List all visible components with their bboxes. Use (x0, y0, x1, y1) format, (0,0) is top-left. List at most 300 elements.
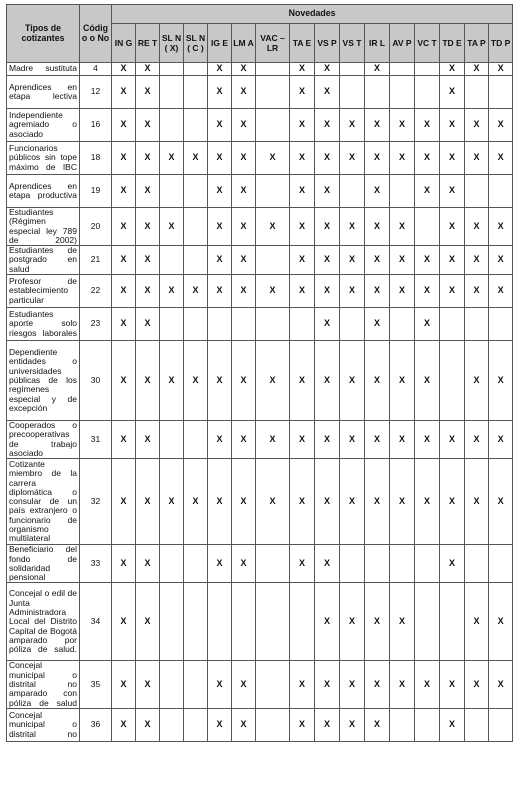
cotizante-row (7, 109, 513, 142)
cotizante-type-cell: Madre sustituta (7, 63, 80, 76)
novedad-mark-cell (489, 545, 513, 583)
novedad-mark-cell: X (112, 63, 136, 76)
novedad-mark-cell: X (315, 421, 340, 459)
novedad-mark-cell: X (290, 341, 315, 421)
novedad-mark-cell: X (365, 275, 390, 308)
novedad-mark-cell (256, 583, 290, 661)
novedad-mark-cell (489, 708, 513, 741)
novedad-mark-cell: X (415, 341, 440, 421)
novedad-mark-cell: X (160, 275, 184, 308)
novedad-mark-cell: X (465, 208, 489, 246)
cotizante-code-cell: 4 (80, 63, 112, 76)
novedad-mark-cell: X (315, 708, 340, 741)
novedad-mark-cell: X (415, 308, 440, 341)
novedad-mark-cell: X (208, 76, 232, 109)
novedad-mark-cell (256, 545, 290, 583)
novedad-mark-cell (415, 63, 440, 76)
novedad-mark-cell: X (440, 142, 465, 175)
novedad-mark-cell: X (315, 246, 340, 275)
novedad-mark-cell (290, 308, 315, 341)
novedad-mark-cell (390, 545, 415, 583)
novedad-mark-cell: X (160, 459, 184, 545)
cotizante-row (7, 341, 513, 421)
novedad-mark-cell (160, 661, 184, 708)
cotizante-type-cell: Funcionarios públicos sin tope máximo de IBC (7, 142, 80, 175)
novedad-mark-cell: X (136, 308, 160, 341)
cotizante-code-cell: 16 (80, 109, 112, 142)
novedad-mark-cell (232, 583, 256, 661)
novedad-column-header: VC T (415, 24, 440, 63)
novedad-mark-cell (256, 109, 290, 142)
novedad-mark-cell: X (208, 545, 232, 583)
novedad-mark-cell: X (489, 246, 513, 275)
novedad-mark-cell: X (440, 421, 465, 459)
novedad-mark-cell: X (365, 459, 390, 545)
novedades-header: Novedades (112, 5, 513, 24)
novedad-mark-cell: X (232, 421, 256, 459)
novedad-mark-cell (160, 308, 184, 341)
novedad-mark-cell: X (112, 208, 136, 246)
novedad-mark-cell (232, 308, 256, 341)
novedad-column-header: IR L (365, 24, 390, 63)
cotizante-row (7, 208, 513, 246)
novedad-mark-cell: X (136, 341, 160, 421)
novedad-mark-cell (160, 708, 184, 741)
novedad-mark-cell: X (290, 275, 315, 308)
novedad-mark-cell: X (256, 459, 290, 545)
novedad-mark-cell (160, 109, 184, 142)
novedad-column-header: AV P (390, 24, 415, 63)
novedad-mark-cell (390, 76, 415, 109)
novedad-mark-cell: X (112, 341, 136, 421)
novedad-mark-cell: X (232, 142, 256, 175)
novedad-mark-cell: X (256, 341, 290, 421)
novedad-mark-cell (208, 583, 232, 661)
novedad-mark-cell: X (340, 661, 365, 708)
novedad-mark-cell: X (208, 275, 232, 308)
cotizante-code-cell: 31 (80, 421, 112, 459)
novedad-mark-cell: X (112, 421, 136, 459)
novedad-mark-cell: X (290, 208, 315, 246)
novedad-mark-cell: X (489, 275, 513, 308)
novedad-mark-cell: X (315, 175, 340, 208)
novedad-mark-cell: X (208, 661, 232, 708)
novedad-mark-cell (415, 76, 440, 109)
novedad-mark-cell: X (290, 76, 315, 109)
novedad-mark-cell: X (232, 708, 256, 741)
novedad-mark-cell: X (112, 175, 136, 208)
novedad-mark-cell (160, 545, 184, 583)
novedad-mark-cell: X (489, 661, 513, 708)
novedad-mark-cell: X (112, 583, 136, 661)
novedad-column-header: VS P (315, 24, 340, 63)
novedad-mark-cell: X (315, 661, 340, 708)
novedad-mark-cell: X (440, 275, 465, 308)
novedad-mark-cell (160, 583, 184, 661)
novedad-mark-cell (440, 583, 465, 661)
novedad-mark-cell: X (365, 341, 390, 421)
novedad-mark-cell: X (315, 308, 340, 341)
novedad-mark-cell (340, 545, 365, 583)
novedad-mark-cell: X (390, 142, 415, 175)
novedad-mark-cell (184, 76, 208, 109)
novedad-mark-cell: X (465, 661, 489, 708)
novedad-mark-cell: X (440, 246, 465, 275)
novedad-column-header: SL N ( C ) (184, 24, 208, 63)
novedad-mark-cell: X (208, 208, 232, 246)
novedad-column-header: IN G (112, 24, 136, 63)
novedad-mark-cell: X (315, 275, 340, 308)
novedad-mark-cell: X (112, 308, 136, 341)
novedad-mark-cell (440, 308, 465, 341)
novedad-mark-cell (390, 708, 415, 741)
novedad-mark-cell (256, 708, 290, 741)
novedad-mark-cell: X (489, 459, 513, 545)
novedad-mark-cell: X (136, 545, 160, 583)
novedad-mark-cell (184, 175, 208, 208)
novedad-mark-cell: X (112, 275, 136, 308)
novedad-mark-cell: X (489, 109, 513, 142)
novedad-mark-cell: X (440, 109, 465, 142)
novedad-mark-cell: X (415, 275, 440, 308)
novedad-mark-cell: X (112, 459, 136, 545)
novedad-mark-cell: X (315, 142, 340, 175)
novedad-mark-cell: X (465, 109, 489, 142)
novedad-mark-cell: X (184, 459, 208, 545)
novedad-mark-cell (340, 175, 365, 208)
cotizante-code-cell: 18 (80, 142, 112, 175)
novedad-mark-cell (184, 246, 208, 275)
novedad-column-header: VAC –LR (256, 24, 290, 63)
novedad-mark-cell: X (315, 545, 340, 583)
novedad-mark-cell: X (136, 246, 160, 275)
cotizante-type-cell: Estudiantes de postgrado en salud (7, 246, 80, 275)
novedad-mark-cell: X (315, 76, 340, 109)
novedad-mark-cell (489, 308, 513, 341)
novedad-mark-cell: X (390, 341, 415, 421)
novedad-mark-cell: X (489, 142, 513, 175)
cotizante-type-cell: Estudiantes (Régimen especial ley 789 de 2002) (7, 208, 80, 246)
novedad-mark-cell: X (232, 275, 256, 308)
cotizante-row (7, 275, 513, 308)
cotizante-row (7, 76, 513, 109)
cotizante-row (7, 459, 513, 545)
novedad-mark-cell: X (160, 341, 184, 421)
novedad-mark-cell: X (415, 459, 440, 545)
novedad-mark-cell: X (415, 246, 440, 275)
novedad-column-header: RE T (136, 24, 160, 63)
novedad-mark-cell: X (290, 545, 315, 583)
novedad-mark-cell (365, 545, 390, 583)
novedad-mark-cell: X (340, 459, 365, 545)
novedad-mark-cell (256, 661, 290, 708)
novedad-mark-cell (256, 76, 290, 109)
cotizante-code-cell: 33 (80, 545, 112, 583)
novedad-column-header: VS T (340, 24, 365, 63)
cotizante-type-cell: Aprendices en etapa lectiva (7, 76, 80, 109)
novedad-mark-cell: X (340, 275, 365, 308)
novedad-mark-cell: X (390, 246, 415, 275)
novedad-mark-cell: X (315, 63, 340, 76)
novedad-mark-cell: X (290, 421, 315, 459)
novedad-mark-cell (465, 76, 489, 109)
novedad-mark-cell: X (184, 341, 208, 421)
novedad-mark-cell: X (256, 275, 290, 308)
novedad-mark-cell: X (315, 208, 340, 246)
novedad-mark-cell: X (136, 63, 160, 76)
novedad-mark-cell: X (440, 208, 465, 246)
novedad-mark-cell: X (232, 175, 256, 208)
novedad-mark-cell: X (232, 109, 256, 142)
novedad-mark-cell: X (232, 246, 256, 275)
novedad-mark-cell: X (415, 142, 440, 175)
novedad-mark-cell: X (440, 545, 465, 583)
novedad-mark-cell (256, 63, 290, 76)
novedad-mark-cell: X (390, 583, 415, 661)
novedad-mark-cell: X (208, 63, 232, 76)
novedad-mark-cell: X (365, 583, 390, 661)
cotizante-row (7, 142, 513, 175)
cotizante-type-cell: Aprendices en etapa productiva (7, 175, 80, 208)
cotizante-code-cell: 30 (80, 341, 112, 421)
novedad-mark-cell (160, 76, 184, 109)
novedad-mark-cell (184, 63, 208, 76)
novedad-mark-cell: X (160, 142, 184, 175)
novedad-mark-cell: X (365, 142, 390, 175)
novedad-mark-cell: X (256, 142, 290, 175)
novedad-mark-cell: X (340, 208, 365, 246)
novedad-mark-cell: X (365, 421, 390, 459)
novedad-mark-cell: X (465, 341, 489, 421)
novedad-column-header: TD E (440, 24, 465, 63)
novedad-mark-cell: X (365, 109, 390, 142)
novedad-mark-cell (415, 545, 440, 583)
novedad-mark-cell: X (208, 459, 232, 545)
cotizante-type-cell: Cotizante miembro de la carrera diplomática o consular de un país extranjero o funcionario de organismo multilateral (7, 459, 80, 545)
novedad-mark-cell: X (290, 459, 315, 545)
novedad-mark-cell: X (340, 421, 365, 459)
novedad-mark-cell: X (390, 109, 415, 142)
novedad-mark-cell (440, 341, 465, 421)
novedad-mark-cell (160, 63, 184, 76)
cotizante-code-cell: 19 (80, 175, 112, 208)
novedad-mark-cell: X (136, 661, 160, 708)
novedad-mark-cell: X (136, 459, 160, 545)
novedad-mark-cell: X (390, 661, 415, 708)
novedad-mark-cell: X (440, 175, 465, 208)
novedad-mark-cell: X (440, 661, 465, 708)
novedad-mark-cell (415, 583, 440, 661)
novedad-mark-cell (160, 421, 184, 459)
novedad-mark-cell (256, 308, 290, 341)
novedad-mark-cell (489, 175, 513, 208)
novedad-mark-cell: X (232, 341, 256, 421)
novedad-mark-cell: X (465, 459, 489, 545)
novedad-mark-cell: X (415, 661, 440, 708)
novedad-mark-cell: X (365, 246, 390, 275)
novedad-mark-cell: X (290, 63, 315, 76)
novedad-mark-cell: X (208, 708, 232, 741)
novedad-mark-cell: X (136, 175, 160, 208)
novedad-column-header: TA P (465, 24, 489, 63)
cotizantes-novedades-table (6, 4, 513, 742)
novedad-mark-cell: X (390, 275, 415, 308)
novedad-mark-cell: X (232, 545, 256, 583)
novedad-mark-cell: X (315, 341, 340, 421)
novedad-mark-cell: X (415, 109, 440, 142)
novedad-mark-cell: X (136, 275, 160, 308)
novedad-mark-cell (390, 175, 415, 208)
novedad-mark-cell (184, 583, 208, 661)
tipos-header: Tipos de cotizantes (7, 5, 80, 63)
novedad-mark-cell: X (112, 142, 136, 175)
cotizante-type-cell: Dependiente entidades o universidades públicas de los regímenes especial y de excepción (7, 341, 80, 421)
novedad-mark-cell: X (315, 459, 340, 545)
novedad-column-header: TA E (290, 24, 315, 63)
novedad-mark-cell: X (390, 421, 415, 459)
novedad-mark-cell (415, 208, 440, 246)
novedad-mark-cell: X (440, 63, 465, 76)
cotizante-code-cell: 23 (80, 308, 112, 341)
novedad-mark-cell: X (365, 661, 390, 708)
novedad-mark-cell: X (208, 109, 232, 142)
novedad-mark-cell (340, 63, 365, 76)
novedad-mark-cell: X (232, 63, 256, 76)
novedad-mark-cell (184, 308, 208, 341)
novedad-mark-cell: X (440, 76, 465, 109)
novedad-mark-cell: X (136, 421, 160, 459)
novedad-mark-cell (184, 545, 208, 583)
novedad-mark-cell: X (415, 175, 440, 208)
novedad-mark-cell: X (290, 661, 315, 708)
novedad-mark-cell: X (136, 708, 160, 741)
cotizante-row (7, 175, 513, 208)
novedad-mark-cell (465, 175, 489, 208)
novedad-column-header: IG E (208, 24, 232, 63)
novedad-mark-cell: X (112, 76, 136, 109)
novedad-mark-cell: X (232, 208, 256, 246)
novedad-mark-cell: X (465, 246, 489, 275)
cotizante-code-cell: 21 (80, 246, 112, 275)
novedad-mark-cell: X (290, 142, 315, 175)
novedad-mark-cell (290, 583, 315, 661)
novedad-mark-cell: X (489, 421, 513, 459)
novedad-mark-cell: X (365, 208, 390, 246)
novedad-mark-cell: X (290, 708, 315, 741)
cotizante-code-cell: 34 (80, 583, 112, 661)
novedad-mark-cell (184, 421, 208, 459)
novedad-mark-cell: X (340, 142, 365, 175)
cotizante-code-cell: 36 (80, 708, 112, 741)
novedad-mark-cell: X (208, 341, 232, 421)
novedad-column-header: SL N ( X) (160, 24, 184, 63)
novedad-mark-cell: X (365, 708, 390, 741)
cotizante-code-cell: 22 (80, 275, 112, 308)
cotizante-type-cell: Estudiantes aporte solo riesgos laborales (7, 308, 80, 341)
novedad-mark-cell (256, 246, 290, 275)
cotizante-type-cell: Independiente agremiado o asociado (7, 109, 80, 142)
cotizante-row (7, 246, 513, 275)
novedad-mark-cell: X (184, 142, 208, 175)
novedad-mark-cell (415, 708, 440, 741)
novedad-mark-cell (340, 76, 365, 109)
cotizante-row (7, 583, 513, 661)
novedad-mark-cell (390, 63, 415, 76)
novedad-mark-cell (160, 246, 184, 275)
novedad-mark-cell: X (290, 109, 315, 142)
novedad-mark-cell: X (315, 583, 340, 661)
novedad-mark-cell: X (112, 109, 136, 142)
novedad-mark-cell: X (489, 341, 513, 421)
novedad-column-header: TD P (489, 24, 513, 63)
novedad-mark-cell: X (256, 208, 290, 246)
cotizantes-table-wrap (6, 4, 511, 742)
novedad-mark-cell (390, 308, 415, 341)
novedad-mark-cell: X (290, 175, 315, 208)
cotizante-row (7, 708, 513, 741)
novedad-mark-cell (465, 708, 489, 741)
novedad-mark-cell: X (208, 246, 232, 275)
novedad-mark-cell: X (184, 275, 208, 308)
cotizante-code-cell: 20 (80, 208, 112, 246)
cotizante-code-cell: 35 (80, 661, 112, 708)
novedad-mark-cell: X (340, 583, 365, 661)
novedad-mark-cell: X (136, 109, 160, 142)
novedad-mark-cell: X (465, 275, 489, 308)
cotizante-row (7, 545, 513, 583)
novedad-mark-cell: X (112, 545, 136, 583)
novedad-mark-cell: X (112, 708, 136, 741)
novedad-mark-cell: X (465, 421, 489, 459)
novedad-mark-cell: X (365, 63, 390, 76)
cotizante-row (7, 308, 513, 341)
novedad-mark-cell: X (112, 246, 136, 275)
novedad-mark-cell (184, 208, 208, 246)
cotizante-type-cell: Profesor de establecimiento particular (7, 275, 80, 308)
cotizante-type-cell: Concejal o edil de Junta Administradora Local del Distrito Capital de Bogotá amparado por póliza de salud. (7, 583, 80, 661)
novedad-mark-cell (184, 661, 208, 708)
cotizante-row (7, 421, 513, 459)
novedad-mark-cell: X (232, 459, 256, 545)
novedad-mark-cell: X (465, 583, 489, 661)
novedad-mark-cell (184, 109, 208, 142)
novedad-mark-cell (465, 545, 489, 583)
novedad-mark-cell: X (340, 341, 365, 421)
cotizante-type-cell: Concejal municipal o distrital no amparado con póliza de salud (7, 661, 80, 708)
novedad-mark-cell: X (112, 661, 136, 708)
novedad-mark-cell: X (465, 142, 489, 175)
novedad-mark-cell: X (365, 308, 390, 341)
novedad-mark-cell: X (290, 246, 315, 275)
novedad-mark-cell: X (136, 208, 160, 246)
novedad-mark-cell: X (365, 175, 390, 208)
novedad-mark-cell: X (340, 109, 365, 142)
novedad-mark-cell: X (256, 421, 290, 459)
novedad-mark-cell: X (489, 583, 513, 661)
novedad-mark-cell: X (489, 63, 513, 76)
novedad-mark-cell: X (208, 421, 232, 459)
novedad-mark-cell: X (415, 421, 440, 459)
novedad-mark-cell: X (440, 708, 465, 741)
novedad-mark-cell: X (390, 208, 415, 246)
novedad-mark-cell (340, 308, 365, 341)
cotizante-row (7, 661, 513, 708)
cotizante-type-cell: Concejal municipal o distrital no (7, 708, 80, 741)
novedad-mark-cell: X (208, 175, 232, 208)
cotizante-row (7, 63, 513, 76)
novedad-mark-cell: X (136, 583, 160, 661)
cotizante-code-cell: 12 (80, 76, 112, 109)
